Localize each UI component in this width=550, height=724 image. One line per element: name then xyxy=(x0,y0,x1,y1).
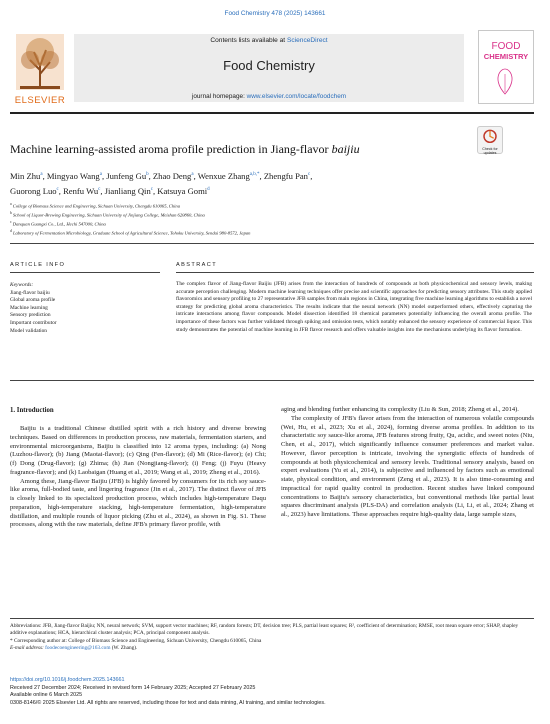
footnote-divider xyxy=(10,618,534,619)
keyword-item: Jiang-flavor baijiu xyxy=(10,289,50,296)
contents-line xyxy=(74,37,464,44)
article-info-heading: ARTICLE INFO xyxy=(10,262,66,268)
abstract-bottom-divider xyxy=(10,380,534,381)
doi-link[interactable]: https://doi.org/10.1016/j.foodchem.2025.143661 xyxy=(10,677,125,683)
email-label: E-mail address: xyxy=(10,644,46,651)
author-name[interactable]: Katsuya Gomi xyxy=(157,185,208,196)
author-affiliation-mark[interactable]: a xyxy=(191,172,194,177)
affiliation-text: Danquan Guangxi Co., Ltd., Hechi 547000, China xyxy=(12,221,106,227)
author-name[interactable]: Zhao Deng xyxy=(152,170,192,181)
abstract-heading: ABSTRACT xyxy=(176,262,218,268)
keywords-label: Keywords: xyxy=(10,282,34,288)
abstract-divider xyxy=(176,272,534,273)
check-for-updates-label[interactable] xyxy=(473,147,507,155)
cover-illustration-icon xyxy=(490,64,520,98)
author-affiliation-mark[interactable]: c xyxy=(98,186,101,192)
author-affiliation-mark[interactable]: a,b,* xyxy=(249,172,260,177)
author-affiliation-mark[interactable]: c xyxy=(307,172,311,177)
affiliation-mark: a xyxy=(10,202,12,206)
article-info-divider xyxy=(10,272,160,273)
affiliation-text: College of Biomass Science and Engineering, Sichuan University, Chengdu 610065, China xyxy=(12,203,181,209)
affiliation-item xyxy=(10,201,530,210)
author-name[interactable]: Min Zhu xyxy=(10,170,41,181)
body-paragraph: aging and blending further enhancing its complexity (Liu & Sun, 2018; Zheng et al., 2014). xyxy=(281,406,519,413)
keyword-item: Global aroma profile xyxy=(10,297,56,304)
body-column-left xyxy=(10,425,266,530)
body-column-right xyxy=(281,406,534,520)
author-name[interactable]: Wenxue Zhang xyxy=(197,170,250,181)
section-heading-introduction: 1. Introduction xyxy=(10,407,54,414)
body-paragraph: The complexity of JFB's flavor arises from the interaction of numerous volatile compounds (Wei, Hu, et al., 2023; Xu et al., 2024), forming diverse aroma profiles. In addition to its characteristic soy sauce-like aroma, JFB features strong fruity, Qu, acidic, and sweet notes (Niu, Chen, et al., 2017), which significantly influence consumer preferences and market value. However, flavor perception is intricate, involving the synergistic effects of hundreds of compounds at both physicochemical and sensory levels. Traditional sensory analysis, based on expert evaluations (Yu et al., 2014), is subjective and influenced by factors such as emotional state, physical condition, and environment (Zeng et al., 2023). It is also time-consuming and impractical for rapid quality control in production. Recent studies have linked compound concentrations to Baijiu's sensory characteristics, but conventional methods like partial least squares discriminant analysis (PLS-DA) and correlation analysis (Li, Li, et al., 2024; Zhang et al., 2023) have limitations. These approaches require high-quality data, large sample sizes, xyxy=(281,414,534,518)
author-name[interactable]: Jianliang Qin xyxy=(104,185,151,196)
sciencedirect-link[interactable]: ScienceDirect xyxy=(286,37,328,44)
affiliation-item xyxy=(10,210,530,219)
publisher-name: ELSEVIER xyxy=(14,95,66,106)
email-suffix: (W. Zhang). xyxy=(110,644,138,651)
article-footer xyxy=(10,677,534,707)
author-affiliation-mark[interactable]: b xyxy=(146,172,149,177)
author-affiliation-mark[interactable]: c xyxy=(56,186,59,192)
corresponding-author-footnote: * Corresponding author at: College of Biomass Science and Engineering, Sichuan University, Chengdu 610065, China xyxy=(10,637,262,644)
author-affiliation-mark[interactable]: a xyxy=(40,172,43,177)
author-name[interactable]: Zhengfu Pan xyxy=(263,170,308,181)
affiliation-mark: c xyxy=(10,220,12,225)
article-title-italic: baijiu xyxy=(331,142,360,156)
affiliation-divider xyxy=(10,243,534,244)
footnotes xyxy=(10,623,534,652)
homepage-line xyxy=(74,93,464,100)
homepage-prefix: journal homepage: xyxy=(191,93,247,100)
journal-reference[interactable]: Food Chemistry 478 (2025) 143661 xyxy=(224,10,326,17)
cover-title-food: FOOD xyxy=(491,41,521,52)
article-title xyxy=(10,142,470,157)
body-paragraph: Among these, Jiang-flavor Baijiu (JFB) is highly favored by consumers for its rich soy sauce-like aroma, full-bodied taste, and lingering fragrance (Jin et al., 2017). The distinct flavor of JFB is closely linked to its specialized production process, which includes high-temperature Daqu preparation, high-temperature stacking, high-temperature fermentation, high-temperature distillation, and multiple rounds of liquor picking (Zhu et al., 2024), as shown in Fig. S1. These processes, along with the raw materials, define JFB's primary flavor profile, with xyxy=(10,477,266,529)
received-dates: Received 27 December 2024; Received in revised form 14 February 2025; Accepted 27 February 2025 xyxy=(10,684,256,691)
email-link[interactable]: foodecoengineering@163.com xyxy=(45,644,111,651)
journal-name: Food Chemistry xyxy=(223,58,315,73)
copyright-notice: 0308-8146/© 2025 Elsevier Ltd. All rights are reserved, including those for text and data mining, AI training, and similar technologies. xyxy=(10,699,326,706)
badge-line-2: updates xyxy=(483,151,497,155)
affiliation-text: School of Liquor-Brewing Engineering, Sichuan University of Jinjiang College, Meishan 620860, China xyxy=(12,212,205,218)
cover-title-chemistry: CHEMISTRY xyxy=(483,52,529,61)
author-name[interactable]: Junfeng Gu xyxy=(106,170,147,181)
journal-homepage-link[interactable]: www.elsevier.com/locate/foodchem xyxy=(246,93,347,100)
abstract-text: The complex flavor of Jiang-flavor Baijiu (JFB) arises from the interaction of hundreds of compounds at both physicochemical and sensory levels, making accurate perception challenging. Modern machine learning techniques offer precise and scientific approaches for predicting sensory attributes. This study applied flavoromics and sensory profiling to 27 representative JFB samples from main regions in China, integrating five machine learning algorithms to establish a novel strategy for predicting global aroma characteristics. The results indicate that the neural network (NN) model outperformed others, effectively capturing the intricate interactions among flavor compounds. Model dissection identified 18 chemical parameters potentially influencing the overall aroma profile. The importance of these factors was further validated through spiking and omission tests, which notably enhanced the sensory experience of commercial liquor. This study demonstrates the potential of machine learning in JFB flavor research and offers valuable insights into the mechanisms underlying its flavor formation. xyxy=(176,281,532,333)
contents-prefix: Contents lists available at xyxy=(210,37,287,44)
email-footnote xyxy=(10,645,534,652)
affiliation-list xyxy=(10,201,530,238)
affiliation-item xyxy=(10,219,530,228)
available-online-date: Available online 6 March 2025 xyxy=(10,692,83,699)
abbreviations-footnote: Abbreviations: JFB, Jiang-flavor Baijiu; NN, neural network; SVM, support vector machines; RF, random forests; DT, decision tree; PLS, partial least squares; R², coefficient of determination; RMSE, root mean square error; SHAP, shapley additive explanations; HCA, hierarchical cluster analysis; PCA, principal component analysis. xyxy=(10,623,519,637)
affiliation-text: Laboratory of Fermentation Microbiology, Graduate School of Agricultural Science, Tohoku University, Sendai 980-8572, Japan xyxy=(12,230,251,236)
author-name[interactable]: Mingyao Wang xyxy=(46,170,100,181)
author-name[interactable]: Renfu Wu xyxy=(63,185,99,196)
elsevier-tree-logo xyxy=(10,30,70,104)
keyword-item: Important contributor xyxy=(10,319,57,326)
author-affiliation-mark[interactable]: a xyxy=(99,172,102,177)
keyword-item: Model validation xyxy=(10,327,47,334)
badge-line-1: Check for xyxy=(482,147,498,151)
header-divider xyxy=(10,112,534,114)
author-name[interactable]: Guorong Luo xyxy=(10,185,57,196)
affiliation-mark: b xyxy=(10,211,12,216)
keyword-item: Machine learning xyxy=(10,304,48,311)
body-paragraph: Baijiu is a traditional Chinese distilled spirit with a rich history and diverse brewing techniques. Based on differences in production process, raw materials, fermentation starters, and environmental microorganisms, Baijiu is classified into 12 aroma types, including: (a) Nong (Luzhou-flavor); (b) Jiang (Maotai-flavor); (c) Qing (Fen-flavor); (d) Mi (Rice-flavor); (e) Chi; (f) Dong (Drug-flavor); (g) Zhima; (h) Jian (Nongjiang-flavor); (i) Feng; (j) Fuyu (Heavy fragrance-flavor); and (k) Laobaigan (Huang et al., 2019; Wang et al., 2019; Zheng et al., 2016). xyxy=(10,425,266,476)
article-title-main: Machine learning-assisted aroma profile prediction in Jiang-flavor xyxy=(10,142,332,156)
affiliation-mark: d xyxy=(10,229,12,234)
author-list: Min Zhu$^a$, Mingyao Wang$^a$, Junfeng Gu$^b$, Zhao Deng$^a$, Wenxue Zhang$^{a,b,*}$, Zhengfu Pan$^c$, Guorong Luo$^c$, Renfu Wu$^c$, Jianliang Qin$^c$, Katsuya Gomi$^d$ xyxy=(10,170,313,196)
keyword-item: Sensory prediction xyxy=(10,312,51,319)
affiliation-item xyxy=(10,228,530,237)
keywords-block xyxy=(10,282,160,335)
author-affiliation-mark[interactable]: d xyxy=(207,186,210,192)
author-affiliation-mark[interactable]: c xyxy=(150,186,153,192)
